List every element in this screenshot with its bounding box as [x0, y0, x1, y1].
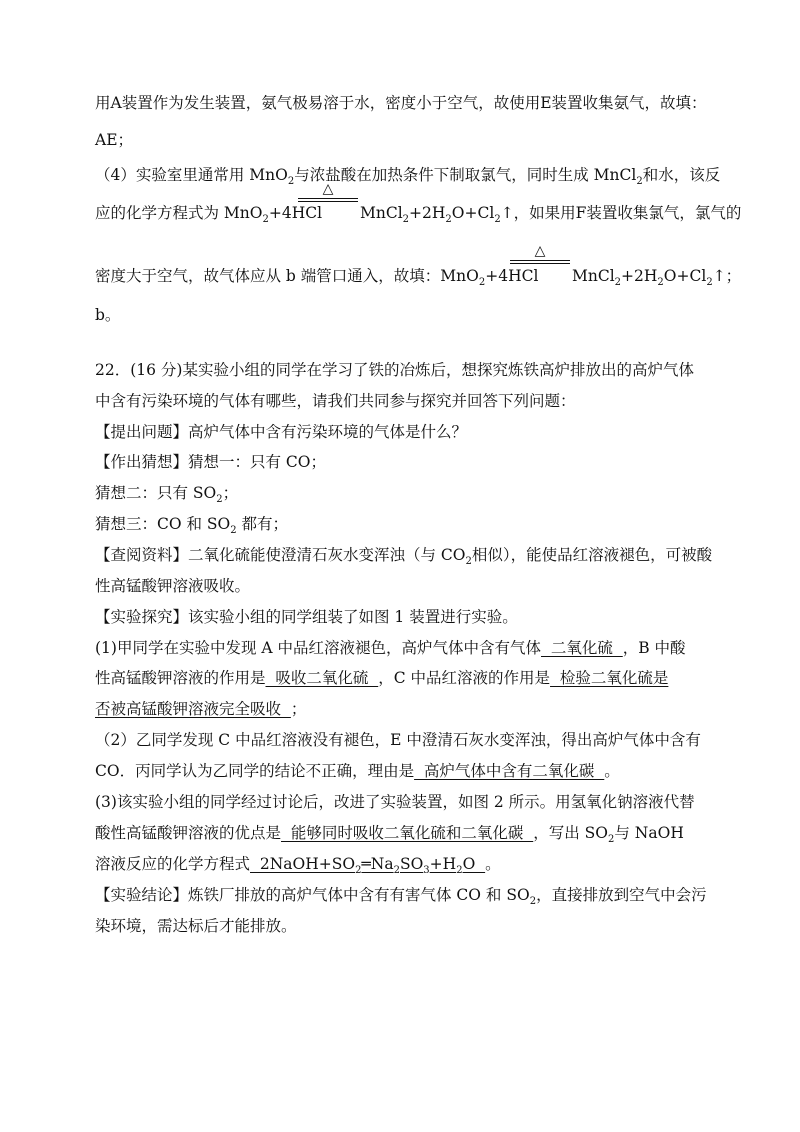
- conclusion-line-1: 【实验结论】炼铁厂排放的高炉气体中含有有害气体 CO 和 $SO_2$，直接排放到空气中会污: [95, 886, 707, 908]
- part2-line-2: CO．丙同学认为乙同学的结论不正确，理由是 高炉气体中含有二氧化碳 。: [95, 762, 620, 780]
- q22-line-2: 中含有污染环境的气体有哪些，请我们共同参与探究并回答下列问题：: [95, 392, 576, 410]
- answer-blank-4: 高炉气体中含有二氧化碳: [414, 762, 605, 780]
- part2-line-1: （2）乙同学发现 C 中品红溶液没有褪色，E 中澄清石灰水变浑浊，得出高炉气体中含有: [95, 731, 701, 749]
- equation-line-2-right: $MnCl_2+2H_2O+Cl_2↑$；: [572, 267, 742, 289]
- part1-line-1: (1)甲同学在实验中发现 A 中品红溶液褪色，高炉气体中含有气体 二氧化硫 ，B 中酸: [95, 639, 686, 657]
- q22-line-4: 【作出猜想】猜想一：只有 CO；: [95, 453, 326, 471]
- answer-blank-5: 能够同时吸收二氧化硫和二氧化碳: [281, 824, 534, 842]
- answer-blank-1: 二氧化硫: [541, 639, 623, 657]
- q22-line-3: 【提出问题】高炉气体中含有污染环境的气体是什么？: [95, 423, 468, 441]
- answer-blank-2: 吸收二氧化硫: [265, 669, 379, 687]
- q22-line-6: 猜想三：CO 和 $SO_2$ 都有；: [95, 515, 289, 537]
- q22-line-1: 22．(16 分)某实验小组的同学在学习了铁的冶炼后，想探究炼铁高炉排放出的高炉气体: [95, 361, 694, 379]
- equation-line-1: 应的化学方程式为 MnO$_2$+4HCl: [95, 204, 323, 226]
- q22-line-8: 性高锰酸钾溶液吸收。: [95, 577, 251, 595]
- q22-line-7: 【查阅资料】二氧化硫能使澄清石灰水变浑浊（与 $CO_2$相似），能使品红溶液褪色，可被酸: [95, 546, 713, 568]
- answer-blank-3-cont: 否被高锰酸钾溶液完全吸收: [95, 700, 291, 718]
- q4-line: （4）实验室里通常用 MnO$_2$与浓盐酸在加热条件下制取氯气，同时生成 MnCl$_2$和水，该反: [95, 166, 721, 188]
- answer-line-2: AE；: [95, 131, 134, 149]
- heating-condition-mark-2: △: [510, 244, 570, 266]
- answer-line-1: 用A装置作为发生装置，氨气极易溶于水，密度小于空气，故使用E装置收集氨气，故填：: [95, 94, 707, 112]
- answer-blank-6: $2NaOH+SO_2═Na_2SO_3+H_2O$: [250, 855, 486, 877]
- answer-blank-3: 检验二氧化硫是: [550, 669, 669, 687]
- part3-line-1: (3)该实验小组的同学经过讨论后，改进了实验装置，如图 2 所示。用氢氧化钠溶液代替: [95, 793, 695, 811]
- heating-condition-mark: △: [298, 182, 358, 204]
- answer-b: b。: [95, 306, 121, 324]
- part1-line-3: 否被高锰酸钾溶液完全吸收 ；: [95, 700, 307, 718]
- conclusion-line-2: 染环境，需达标后才能排放。: [95, 917, 297, 935]
- q22-line-5: 猜想二：只有 $SO_2$；: [95, 484, 239, 506]
- part3-line-3: 溶液反应的化学方程式 $2NaOH+SO_2═Na_2SO_3+H_2O$ 。: [95, 855, 501, 877]
- part3-line-2: 酸性高锰酸钾溶液的优点是 能够同时吸收二氧化硫和二氧化碳 ，写出 $SO_2$与 NaOH: [95, 824, 684, 846]
- equation-line-2: 密度大于空气，故气体应从 b 端管口通入，故填：MnO$_2$+4HCl: [95, 267, 539, 289]
- part1-line-2: 性高锰酸钾溶液的作用是 吸收二氧化硫 ，C 中品红溶液的作用是 检验二氧化硫是: [95, 669, 669, 687]
- equation-line-1-right: $MnCl_2+2H_2O+Cl_2↑$，如果用F装置收集氯气，氯气的: [360, 204, 742, 226]
- q22-line-9: 【实验探究】该实验小组的同学组装了如图 1 装置进行实验。: [95, 608, 518, 626]
